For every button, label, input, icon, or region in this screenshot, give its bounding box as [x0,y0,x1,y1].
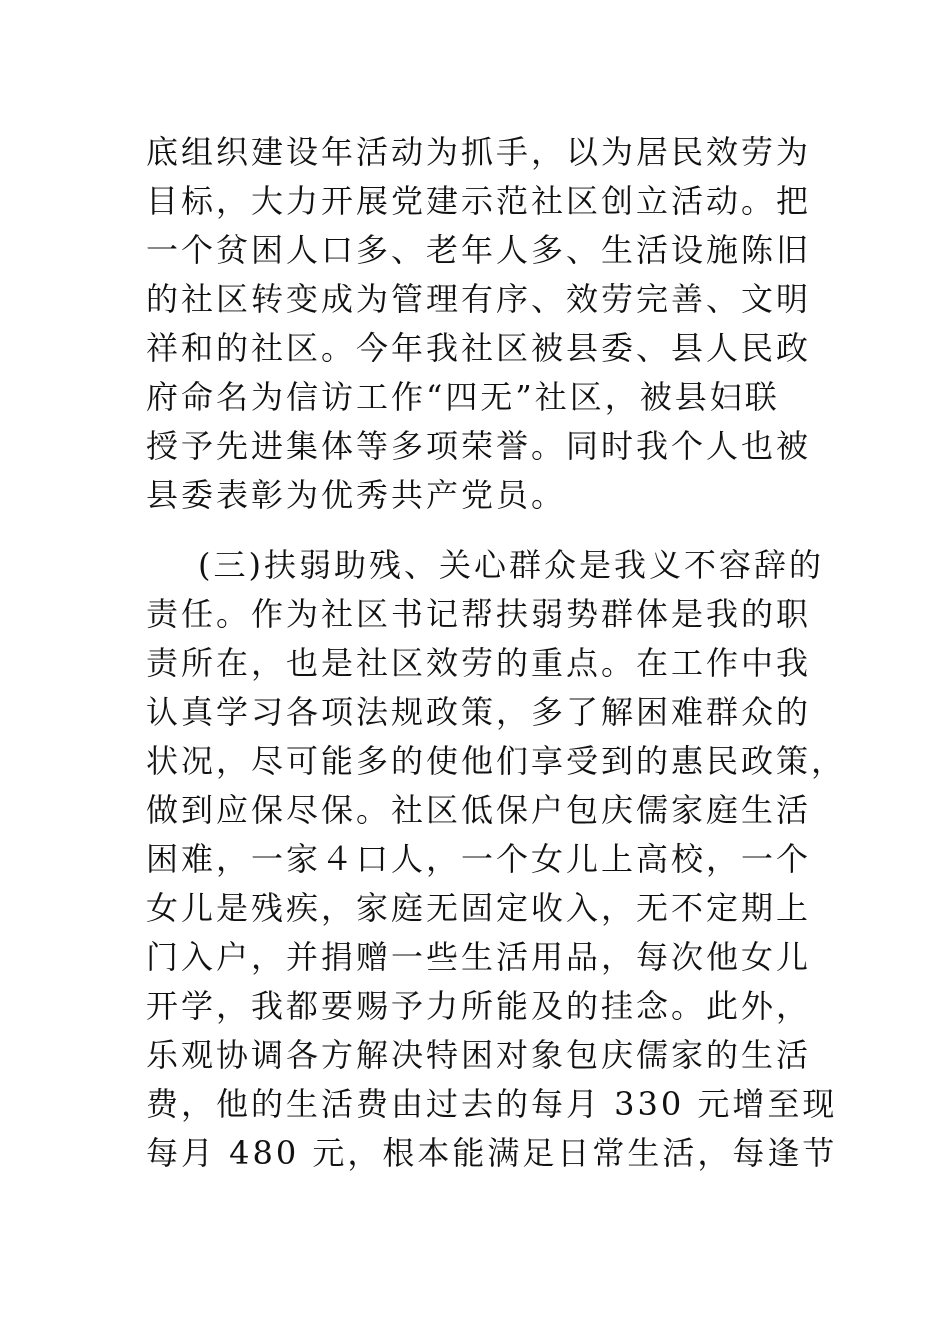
text-line: 责所在，也是社区效劳的重点。在工作中我 [146,644,812,682]
paragraph-2 [146,541,847,1178]
text-line: (三)扶弱助残、关心群众是我义不容辞的 [198,546,824,584]
paragraph-1 [146,128,836,520]
text-line: 责任。作为社区书记帮扶弱势群体是我的职 [146,595,812,633]
text-line: 女儿是残疾，家庭无固定收入，无不定期上 [146,889,812,927]
text-line: 底组织建设年活动为抓手，以为居民效劳为 [146,133,812,171]
text-line: 目标，大力开展党建示范社区创立活动。把 [146,182,812,220]
text-line: 困难，一家４口人，一个女儿上高校，一个 [146,840,812,878]
text-line: 一个贫困人口多、老年人多、生活设施陈旧 [146,231,812,269]
text-line: 授予先进集体等多项荣誉。同时我个人也被 [146,427,812,465]
text-line: 祥和的社区。今年我社区被县委、县人民政 [146,329,812,367]
text-line: 费，他的生活费由过去的每月 330 元增至现 [146,1085,838,1123]
text-line: 县委表彰为优秀共产党员。 [146,476,567,514]
text-line: 每月 480 元，根本能满足日常生活，每逢节 [146,1134,838,1172]
text-line: 认真学习各项法规政策，多了解困难群众的 [146,693,812,731]
text-line: 做到应保尽保。社区低保户包庆儒家庭生活 [146,791,812,829]
text-line: 乐观协调各方解决特困对象包庆儒家的生活 [146,1036,812,1074]
text-line: 门入户，并捐赠一些生活用品，每次他女儿 [146,938,812,976]
text-line: 开学，我都要赐予力所能及的挂念。此外， [146,987,812,1025]
text-line: 的社区转变成为管理有序、效劳完善、文明 [146,280,812,318]
text-line: 府命名为信访工作“四无”社区，被县妇联 [146,378,780,416]
text-line: 状况，尽可能多的使他们享受到的惠民政策， [146,742,847,780]
